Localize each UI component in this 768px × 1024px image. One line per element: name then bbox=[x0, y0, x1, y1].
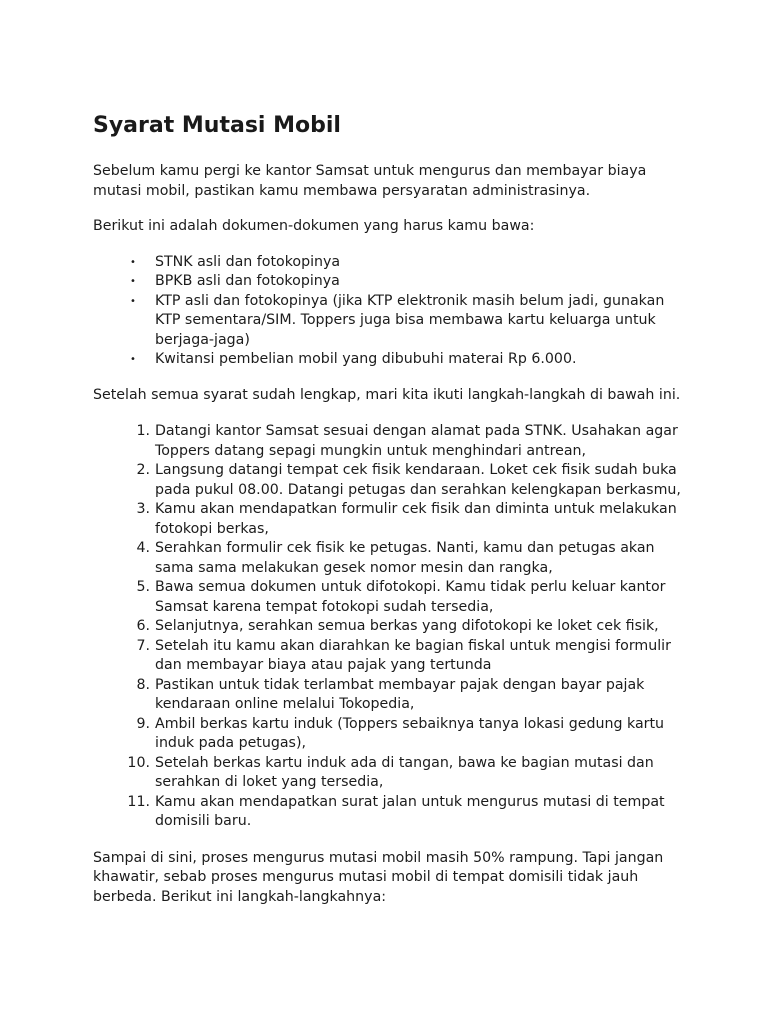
steps-lead: Setelah semua syarat sudah lengkap, mari kita ikuti langkah-langkah di bawah ini. bbox=[93, 386, 681, 403]
step-number: 2. bbox=[136, 462, 150, 478]
step-item bbox=[93, 500, 683, 539]
step-text: Langsung datangi tempat cek fisik kendaraan. Loket cek fisik sudah buka pada pukul 08.00. Datangi petugas dan serahkan kelengkapan berkasmu, bbox=[155, 462, 681, 498]
requirement-text: STNK asli dan fotokopinya bbox=[155, 253, 341, 270]
step-text: Kamu akan mendapatkan formulir cek fisik dan diminta untuk melakukan fotokopi berkas, bbox=[155, 501, 677, 537]
step-text: Setelah berkas kartu induk ada di tangan, bawa ke bagian mutasi dan serahkan di loket yang tersedia, bbox=[155, 754, 654, 790]
requirement-item bbox=[93, 350, 683, 370]
intro-paragraph: Sebelum kamu pergi ke kantor Samsat untuk mengurus dan membayar biaya mutasi mobil, pastikan kamu membawa persyaratan administrasinya. bbox=[93, 163, 647, 199]
bullet-icon: • bbox=[130, 256, 136, 268]
step-number: 7. bbox=[136, 637, 150, 654]
requirement-item bbox=[93, 272, 683, 292]
step-text: Setelah itu kamu akan diarahkan ke bagian fiskal untuk mengisi formulir dan membayar biaya atau pajak yang tertunda bbox=[155, 637, 671, 673]
step-number: 3. bbox=[136, 501, 150, 517]
step-number: 1. bbox=[136, 423, 150, 439]
steps-list bbox=[93, 422, 683, 832]
requirement-text: BPKB asli dan fotokopinya bbox=[155, 273, 340, 289]
requirements-list bbox=[93, 253, 683, 370]
step-number: 5. bbox=[136, 579, 150, 595]
step-item bbox=[93, 617, 683, 637]
step-text: Bawa semua dokumen untuk difotokopi. Kamu tidak perlu keluar kantor Samsat karena tempat fotokopi sudah tersedia, bbox=[155, 579, 666, 615]
step-number: 11. bbox=[127, 793, 150, 810]
step-text: Serahkan formulir cek fisik ke petugas. Nanti, kamu dan petugas akan sama sama melakukan gesek nomor mesin dan rangka, bbox=[155, 540, 655, 576]
step-number: 8. bbox=[136, 676, 150, 693]
step-number: 10. bbox=[127, 754, 150, 771]
requirement-item bbox=[93, 292, 683, 351]
step-item bbox=[93, 578, 683, 617]
requirements-lead: Berikut ini adalah dokumen-dokumen yang harus kamu bawa: bbox=[93, 218, 535, 234]
step-number: 6. bbox=[136, 618, 150, 634]
step-item bbox=[93, 539, 683, 578]
step-number: 4. bbox=[136, 540, 150, 556]
step-item bbox=[93, 637, 683, 676]
step-item bbox=[93, 422, 683, 461]
document-page bbox=[93, 112, 683, 907]
step-item bbox=[93, 793, 683, 832]
step-item bbox=[93, 676, 683, 715]
bullet-icon: • bbox=[130, 354, 136, 365]
step-text: Pastikan untuk tidak terlambat membayar pajak dengan bayar pajak kendaraan online melalui Tokopedia, bbox=[155, 676, 645, 712]
step-text: Selanjutnya, serahkan semua berkas yang difotokopi ke loket cek fisik, bbox=[155, 618, 659, 634]
step-text: Ambil berkas kartu induk (Toppers sebaiknya tanya lokasi gedung kartu induk pada petugas), bbox=[155, 715, 665, 751]
requirement-text: Kwitansi pembelian mobil yang dibubuhi materai Rp 6.000. bbox=[155, 351, 577, 367]
closing-paragraph: Sampai di sini, proses mengurus mutasi mobil masih 50% rampung. Tapi jangan khawatir, sebab proses mengurus mutasi mobil di tempat domisili tidak jauh berbeda. Berikut ini langkah-langkahnya: bbox=[93, 849, 664, 905]
bullet-icon: • bbox=[130, 295, 136, 307]
bullet-icon: • bbox=[130, 276, 136, 287]
step-item bbox=[93, 754, 683, 793]
page-title: Syarat Mutasi Mobil bbox=[93, 113, 341, 138]
step-item bbox=[93, 715, 683, 754]
step-item bbox=[93, 461, 683, 500]
requirement-item bbox=[93, 253, 683, 273]
step-text: Kamu akan mendapatkan surat jalan untuk mengurus mutasi di tempat domisili baru. bbox=[155, 793, 665, 829]
step-text: Datangi kantor Samsat sesuai dengan alamat pada STNK. Usahakan agar Toppers datang sepagi mungkin untuk menghindari antrean, bbox=[155, 423, 678, 459]
step-number: 9. bbox=[136, 715, 150, 732]
requirement-text: KTP asli dan fotokopinya (jika KTP elektronik masih belum jadi, gunakan KTP sementara/SIM. Toppers juga bisa membawa kartu keluarga untuk berjaga-jaga) bbox=[155, 292, 665, 348]
